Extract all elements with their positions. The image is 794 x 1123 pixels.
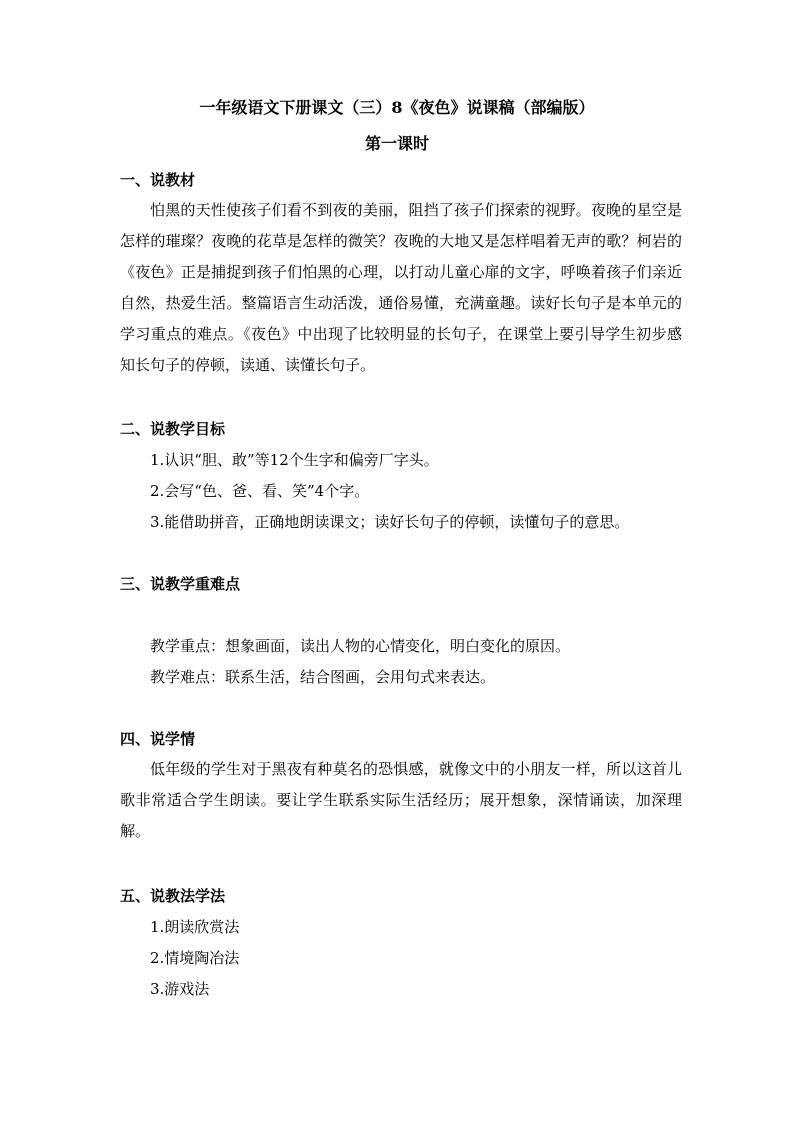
method-item: 2.情境陶冶法 — [150, 949, 240, 967]
section-heading-teaching-material: 一、说教材 — [120, 171, 196, 189]
section-paragraph-teaching-material: 怕黑的天性使孩子们看不到夜的美丽，阻挡了孩子们探索的视野。夜晚的星空是怎样的璀璨？夜晚的花草是怎样的微笑？夜晚的大地又是怎样唱着无声的歌？柯岩的《夜色》正是捕捉到孩子们怕黑的心理，以打动儿童心扉的文字，呼唤着孩子们亲近自然，热爱生活。整篇语言生动活泼，通俗易懂，充满童趣。读好长句子是本单元的学习重点的难点。《夜色》中出现了比较明显的长句子，在课堂上要引导学生初步感知长句子的停顿，读通、读懂长句子。 — [120, 201, 682, 374]
section-heading-student-analysis: 四、说学情 — [120, 730, 196, 748]
objective-item: 2.会写“色、爸、看、笑”4个字。 — [150, 482, 370, 500]
section-paragraph-student-analysis: 低年级的学生对于黑夜有种莫名的恐惧感，就像文中的小朋友一样，所以这首儿歌非常适合学生朗读。要让学生联系实际生活经历；展开想象，深情诵读，加深理解。 — [120, 760, 682, 840]
document-title: 一年级语文下册课文（三）8《夜色》说课稿（部编版） — [199, 98, 595, 117]
section-heading-key-difficult-points: 三、说教学重难点 — [120, 575, 241, 593]
objective-item: 1.认识“胆、敢”等12个生字和偏旁厂字头。 — [150, 451, 439, 469]
objective-item: 3.能借助拼音，正确地朗读课文；读好长句子的停顿，读懂句子的意思。 — [150, 513, 630, 531]
lesson-period-subtitle: 第一课时 — [364, 134, 429, 153]
difficult-point-item: 教学难点：联系生活，结合图画，会用句式来表达。 — [150, 668, 496, 686]
section-heading-teaching-methods: 五、说教法学法 — [120, 887, 226, 905]
section-heading-teaching-objectives: 二、说教学目标 — [120, 420, 226, 438]
key-point-item: 教学重点：想象画面，读出人物的心情变化，明白变化的原因。 — [150, 637, 571, 655]
method-item: 1.朗读欣赏法 — [150, 918, 240, 936]
method-item: 3.游戏法 — [150, 980, 210, 998]
